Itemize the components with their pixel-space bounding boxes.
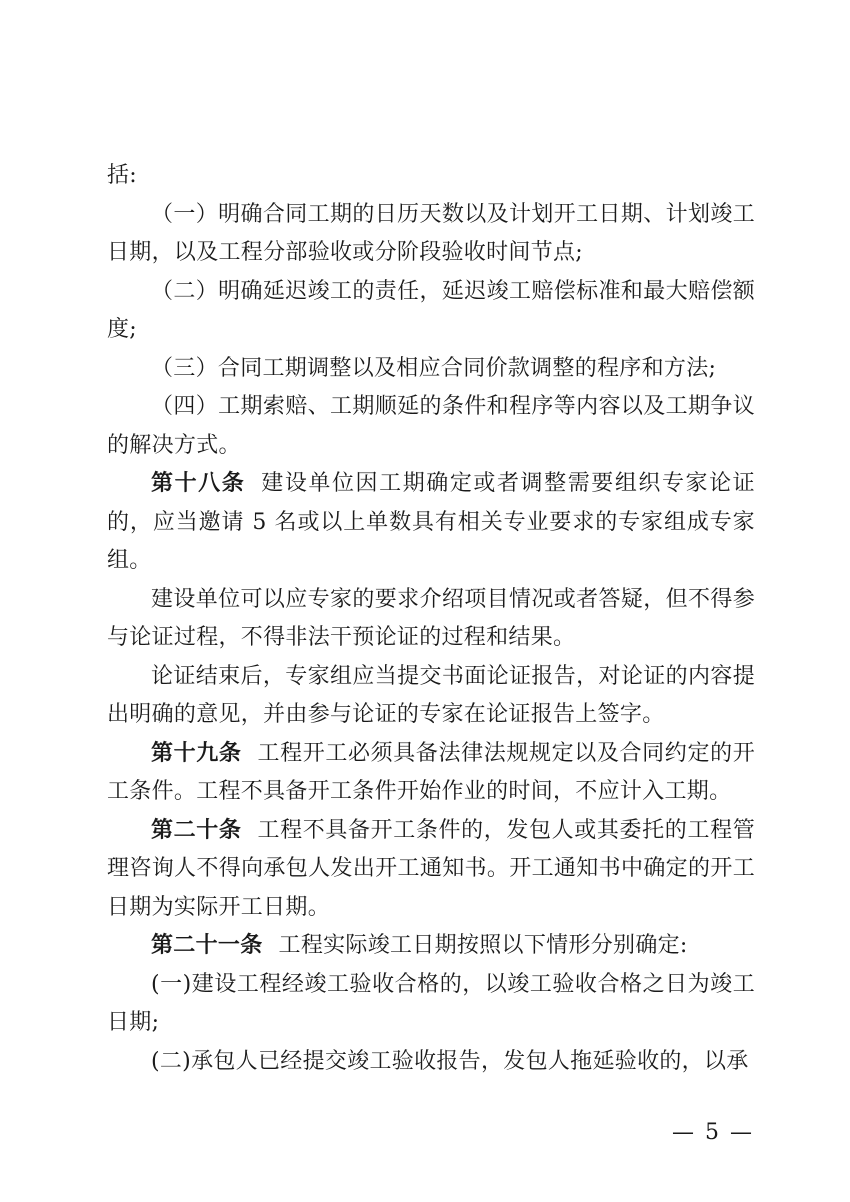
paragraph-text: （一）明确合同工期的日历天数以及计划开工日期、计划竣工日期，以及工程分部验收或分阶段验收时间节点; (107, 201, 755, 265)
paragraph-text: （二）明确延迟竣工的责任，延迟竣工赔偿标准和最大赔偿额度; (107, 278, 755, 342)
article-label: 第二十一条 (151, 933, 263, 958)
paragraph-text: （四）工期索赔、工期顺延的条件和程序等内容以及工期争议的解决方式。 (107, 394, 755, 458)
article-label: 第二十条 (151, 817, 242, 843)
paragraph-expert-report (107, 658, 755, 735)
paragraph-text: 建设单位可以应专家的要求介绍项目情况或者答疑，但不得参与论证过程，不得非法干预论证的过程和结果。 (107, 586, 755, 650)
paragraph-text: 括: (107, 163, 138, 188)
paragraph-completion-item-2 (107, 1043, 755, 1082)
article-text: 建设单位因工期确定或者调整需要组织专家论证的，应当邀请 5 名或以上单数具有相关专业要求的专家组成专家组。 (107, 471, 755, 573)
paragraph-expert-query (107, 581, 755, 658)
document-body (107, 157, 755, 1081)
article-20 (107, 812, 755, 928)
paragraph-item-4 (107, 388, 755, 465)
paragraph-text: （三）合同工期调整以及相应合同价款调整的程序和方法; (151, 355, 717, 381)
paragraph-text: (一)建设工程经竣工验收合格的，以竣工验收合格之日为竣工日期; (107, 971, 755, 1035)
article-label: 第十九条 (151, 740, 242, 766)
paragraph-continuation (107, 157, 755, 196)
article-label: 第十八条 (151, 471, 246, 496)
page-number: — 5 — (672, 1120, 754, 1145)
paragraph-text: 论证结束后，专家组应当提交书面论证报告，对论证的内容提出明确的意见，并由参与论证的专家在论证报告上签字。 (107, 663, 755, 727)
article-21 (107, 927, 755, 966)
paragraph-item-2 (107, 273, 755, 350)
article-text: 工程不具备开工条件的，发包人或其委托的工程管理咨询人不得向承包人发出开工通知书。开工通知书中确定的开工日期为实际开工日期。 (107, 817, 755, 920)
paragraph-item-1 (107, 196, 755, 273)
article-19 (107, 735, 755, 812)
article-18 (107, 465, 755, 581)
article-text: 工程开工必须具备法律法规规定以及合同约定的开工条件。工程不具备开工条件开始作业的时间，不应计入工期。 (107, 740, 755, 804)
paragraph-text: (二)承包人已经提交竣工验收报告，发包人拖延验收的，以承 (151, 1048, 749, 1074)
paragraph-item-3 (107, 350, 755, 389)
article-text: 工程实际竣工日期按照以下情形分别确定: (278, 933, 688, 958)
paragraph-completion-item-1 (107, 966, 755, 1043)
